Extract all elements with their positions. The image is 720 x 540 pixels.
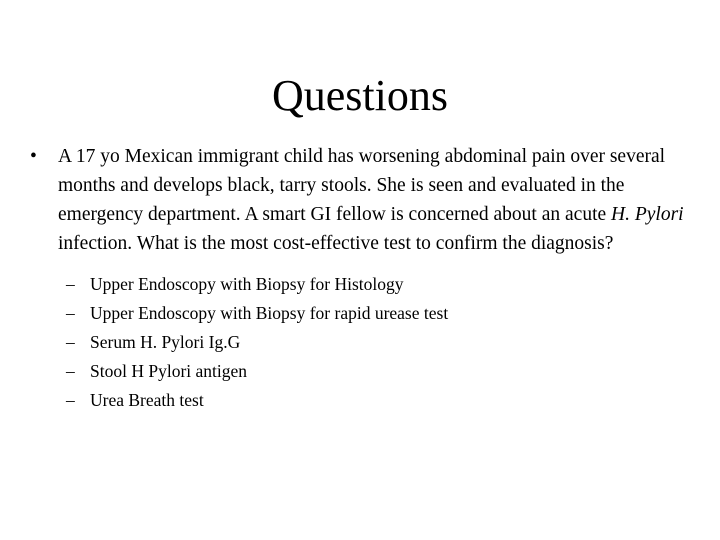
dash-icon: – xyxy=(66,390,75,410)
slide-title: Questions xyxy=(272,71,448,120)
question-bullet xyxy=(30,142,700,258)
dash-icon: – xyxy=(66,361,75,381)
answer-option xyxy=(66,299,666,328)
answer-option xyxy=(66,386,666,415)
bullet-icon: • xyxy=(30,146,37,167)
dash-icon: – xyxy=(66,332,75,352)
answer-option-label: Serum H. Pylori Ig.G xyxy=(90,332,241,352)
dash-icon: – xyxy=(66,303,75,323)
answer-option-label: Upper Endoscopy with Biopsy for rapid urease test xyxy=(90,303,449,323)
question-italic-term: H. Pylori xyxy=(611,204,684,225)
question-text xyxy=(58,142,700,258)
answer-option-label: Stool H Pylori antigen xyxy=(90,361,248,381)
question-text-part2: infection. What is the most cost-effective test to confirm the diagnosis? xyxy=(58,233,614,254)
dash-icon: – xyxy=(66,274,75,294)
answer-option xyxy=(66,328,666,357)
answer-option-label: Urea Breath test xyxy=(90,390,204,410)
answer-option-label: Upper Endoscopy with Biopsy for Histology xyxy=(90,274,404,294)
answer-option xyxy=(66,270,666,299)
answer-options-list xyxy=(66,270,666,415)
question-text-part1: A 17 yo Mexican immigrant child has worsening abdominal pain over several months and develops black, tarry stools. She is seen and evaluated in the emergency department. A smart GI fellow is concerned about an acute xyxy=(58,146,666,225)
answer-option xyxy=(66,357,666,386)
